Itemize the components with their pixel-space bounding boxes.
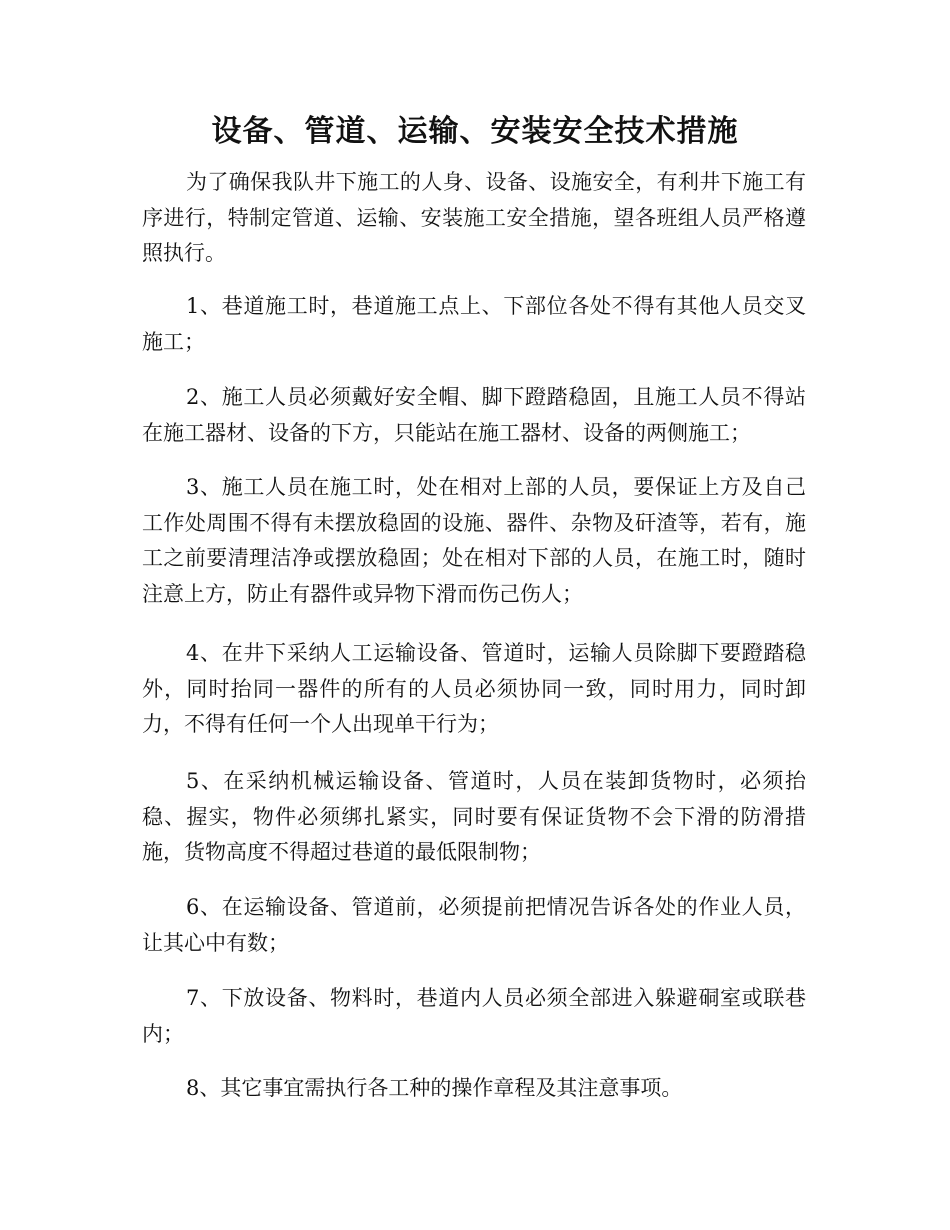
intro-paragraph: 为了确保我队井下施工的人身、设备、设施安全，有利井下施工有序进行，特制定管道、运输、安装施工安全措施，望各班组人员严格遵照执行。 [142, 170, 806, 265]
measure-item-6: 6、在运输设备、管道前，必须提前把情况告诉各处的作业人员，让其心中有数； [142, 895, 806, 955]
measure-item-7: 7、下放设备、物料时，巷道内人员必须全部进入躲避硐室或联巷内； [142, 986, 806, 1046]
measure-item-2: 2、施工人员必须戴好安全帽、脚下蹬踏稳固，且施工人员不得站在施工器材、设备的下方，只能站在施工器材、设备的两侧施工； [142, 385, 806, 445]
measure-item-3: 3、施工人员在施工时，处在相对上部的人员，要保证上方及自己工作处周围不得有未摆放稳固的设施、器件、杂物及矸渣等，若有，施工之前要清理洁净或摆放稳固；处在相对下部的人员，在施工时，随时注意上方，防止有器件或异物下滑而伤己伤人； [142, 475, 806, 606]
measure-item-4: 4、在井下采纳人工运输设备、管道时，运输人员除脚下要蹬踏稳外，同时抬同一器件的所有的人员必须协同一致，同时用力，同时卸力，不得有任何一个人出现单干行为； [142, 641, 806, 736]
measure-item-5: 5、在采纳机械运输设备、管道时，人员在装卸货物时，必须抬稳、握实，物件必须绑扎紧实，同时要有保证货物不会下滑的防滑措施，货物高度不得超过巷道的最低限制物； [142, 769, 806, 864]
measure-item-1: 1、巷道施工时，巷道施工点上、下部位各处不得有其他人员交叉施工； [142, 294, 806, 354]
measure-item-8: 8、其它事宜需执行各工种的操作章程及其注意事项。 [186, 1076, 683, 1100]
document-title: 设备、管道、运输、安装安全技术措施 [211, 114, 739, 149]
